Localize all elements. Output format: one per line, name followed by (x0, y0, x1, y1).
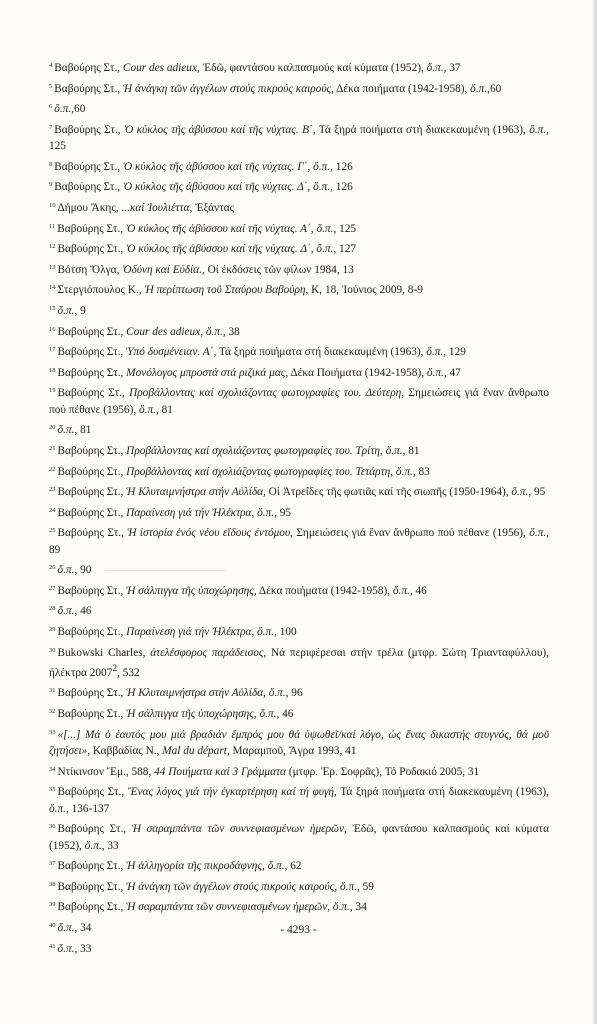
footnote-text: Βαβούρης Στ., (57, 708, 127, 721)
footnote-italic-text: Παραίνεση γιά τήν Ἠλέκτρα, (126, 506, 255, 519)
footnote (49, 643, 549, 682)
footnote-text: Τά ξηρά ποιήματα στή διακεκαυμένη (1963), (336, 786, 549, 799)
footnote-number: 37 (49, 860, 56, 868)
footnote-text: Δέκα ποιήματα (1942-1958), (333, 82, 471, 95)
footnote-italic-text: Ἡ ἀνάγκη τῶν ἀγγέλων στούς πικρούς καιρούς, (122, 82, 334, 95)
footnote-number: 6 (49, 103, 53, 111)
footnote-text: , 129 (443, 346, 466, 359)
footnotes-list (49, 58, 549, 959)
footnote-text: , 125 (333, 222, 357, 235)
footnote-text: , 126 (330, 160, 353, 173)
footnote (49, 819, 549, 854)
footnote-number: 13 (49, 263, 56, 271)
footnote (49, 157, 549, 175)
footnote-text: , 38 (222, 325, 240, 338)
footnote-text: Βαβούρης Στ., (57, 486, 127, 499)
footnote-number: 11 (49, 222, 56, 230)
footnote-number: 33 (49, 728, 56, 736)
footnote-number: 22 (49, 465, 56, 473)
footnote-number: 23 (49, 486, 56, 494)
footnote (49, 622, 549, 640)
footnote-italic-text: ὅ.π. (259, 708, 277, 721)
footnote-text: , 125 (49, 123, 549, 153)
footnote-text: Οἱ ἐκδόσεις τῶν φίλων 1984, 13 (204, 263, 354, 276)
footnote (49, 523, 549, 558)
footnote-number: 10 (49, 201, 56, 209)
footnote (49, 342, 549, 360)
footnote-text: Βαβούρης Στ., (57, 366, 127, 379)
footnote (49, 177, 549, 195)
footnote-italic-text: ὅ.π. (529, 123, 547, 136)
footnote-text: Ἐξάντας (192, 201, 235, 214)
footnote-text: Κ, 18, Ἰούνιος 2009, 8-9 (308, 284, 423, 297)
page-number: - 4293 - (280, 924, 317, 936)
footnote-number: 31 (49, 687, 56, 695)
footnote (49, 897, 549, 915)
footnote-italic-text: ὅ.π. (332, 901, 350, 914)
footnote-italic-text: ὅ.π. (529, 527, 547, 540)
footnote (49, 581, 549, 599)
footnote-italic-text: Προβάλλοντας καί σχολιάζοντας φωτογραφίες του. Δεύτερη, (129, 387, 405, 400)
footnote-text: 2 (112, 664, 118, 675)
footnote (49, 683, 549, 701)
footnote-text: Ντίκινσον Ἔμ., 588, (57, 765, 155, 778)
footnote-italic-text: Ἡ σαραμπάντα τῶν συννεφιασμένων ἡμερῶν, (126, 901, 331, 914)
footnote-text: , 90 (74, 564, 92, 577)
footnote-text: , 33 (101, 839, 119, 852)
footnote-number: 21 (49, 444, 56, 452)
footnote-number: 40 (49, 921, 56, 929)
footnote-text: Νά περιφέρεσαι στήν τρέλα (μτφρ. Σώτη Τριανταφύλλου), ἠλέκτρα 2007 (49, 646, 549, 679)
footnote-text: Οἱ Ἀτρεΐδες τῆς φωτιᾶς καί τῆς σιωπῆς (1950-1964), (265, 486, 512, 499)
footnote-text: , 47 (443, 366, 461, 379)
footnote-italic-text: ὅ.π. (268, 687, 286, 700)
footnote (49, 260, 549, 278)
footnote (49, 877, 549, 895)
footnote-text: , 136-137 (65, 802, 110, 815)
footnote-text: , 126 (330, 181, 353, 194)
footnote (49, 762, 549, 780)
footnote-text: , 37 (443, 62, 461, 74)
footnote-text: Ἐδῶ, φαντάσου καλπασμούς καί κύματα (1952), (49, 823, 549, 852)
footnote-italic-text: ὅ.π. (316, 222, 334, 235)
footnote (49, 704, 549, 722)
footnote (49, 301, 549, 319)
footnote-text: , 81 (74, 424, 92, 437)
footnote-text: , 34 (74, 921, 92, 934)
footnote-italic-text: ὅ.π. (139, 403, 156, 416)
footnote-text: Καββαδίας Ν., (90, 745, 163, 758)
footnote-italic-text: ὅ.π. (49, 802, 66, 815)
footnote-text: , 100 (274, 626, 297, 639)
footnote-number: 38 (49, 880, 56, 888)
footnote-number: 8 (49, 160, 53, 168)
footnote-italic-text: ὅ.π. (257, 506, 275, 519)
footnote-italic-text: ὅ.π. (57, 605, 75, 618)
footnote-italic-text: ὅ.π. (426, 366, 444, 379)
footnote-text: Δέκα Ποιήματα (1942-1958), (288, 366, 427, 379)
footnote-text: , 95 (274, 506, 292, 519)
footnote-text: , 95 (528, 486, 546, 499)
footnote-italic-text: ὅ.π. (84, 839, 102, 852)
footnote (49, 120, 549, 155)
footnote-italic-text: Cour des adieux, (126, 325, 204, 338)
footnote-italic-text: ὅ.π. (385, 444, 403, 457)
footnote-text: Βαβούρης Στ., (54, 160, 123, 173)
footnote-italic-text: Ὁ κύκλος τῆς ἀβύσσου καί τῆς νύχτας. Α΄, (125, 222, 314, 235)
footnote-text: Βαβούρης Στ., (57, 584, 127, 597)
footnote-italic-text: Ἡ σάλπιγγα τῆς ὑποχώρησης, (126, 708, 257, 721)
footnote-number: 9 (49, 181, 53, 189)
footnote-text: Βαβούρης Στ., (57, 465, 127, 478)
footnote-italic-text: ὅ.π. (57, 942, 75, 955)
footnote-italic-text: Ἡ ἱστορία ἑνός νέου εἴδους ἐντόμου, (127, 527, 293, 540)
footnote-number: 19 (49, 387, 56, 395)
footnote-italic-text: ὅ.π. (313, 181, 331, 194)
footnote-text: Βαβούρης Στ., (57, 786, 128, 799)
footnote-text: , 46 (409, 584, 427, 597)
footnote-text: Βαβούρης Στ., (57, 243, 127, 256)
footnote-italic-text: Ἡ σάλπιγγα τῆς ὑποχώρησης, (126, 584, 257, 597)
footnote-italic-text: ὅ.π. (426, 62, 444, 74)
footnote-text: , 46 (276, 708, 294, 721)
footnote (49, 219, 549, 237)
footnote-number: 36 (49, 823, 56, 831)
footnote-italic-text: ὅ.π. (340, 880, 357, 893)
footnote-text: Βαβούρης Στ., (57, 860, 127, 873)
footnote-number: 41 (49, 942, 56, 950)
footnote-number: 27 (49, 584, 56, 592)
footnote-text: Βαβούρης Στ., (57, 387, 130, 400)
footnote-number: 12 (49, 243, 56, 251)
footnote-number: 24 (49, 506, 56, 514)
footnote-text: , 46 (74, 605, 92, 618)
footnote-text: Βαβούρης Στ., (57, 346, 127, 359)
footnote (49, 363, 549, 381)
footnote-italic-text: ὅ.π. (392, 584, 410, 597)
footnote-italic-text: ὅ.π. (257, 626, 275, 639)
footnote (49, 601, 549, 619)
footnote-italic-text: ὅ.π. (57, 921, 75, 934)
footnote-number: 18 (49, 366, 56, 374)
footnote-italic-text: ὅ.π. (313, 160, 331, 173)
footnote-italic-text: Ὁ κύκλος τῆς ἀβύσσου καί τῆς νύχτας. Γ΄, (122, 160, 311, 173)
footnote-text: Βαβούρης Στ., (54, 181, 123, 194)
footnote-number: 35 (49, 786, 56, 794)
footnote-text: Δήμου Ἄκης, (57, 201, 122, 214)
footnote-text: Ἐδῶ, φαντάσου καλπασμούς καί κύματα (1952), (199, 62, 427, 74)
footnote-italic-text: ὅ.π. (267, 860, 285, 873)
footnote-italic-text: «[...] Μά ὁ ἑαυτός μου μιά βραδιάν ἔμπρός μου θά ὑψωθεῖ/καί λόγο, ὡς ἕνας δικαστής στυγνός, θά μοῦ ζητήσει», (49, 728, 549, 758)
footnote-text: Σημειώσεις γιά ἕναν ἄνθρωπο πού πέθανε (1956), (49, 387, 550, 416)
footnote-number: 25 (49, 527, 56, 535)
footnote-italic-text: ὅ.π. (57, 424, 75, 437)
footnote-text: , 33 (74, 942, 92, 955)
footnote-number: 30 (49, 646, 56, 654)
footnote-number: 32 (49, 708, 56, 716)
footnote-text: Βαβούρης Στ., (54, 62, 123, 74)
footnote-italic-text: ὅ.π. (395, 465, 413, 478)
footnote (49, 503, 549, 521)
footnote-italic-text: Ἡ ἀλληγορία τῆς πικροδάφνης, (126, 860, 265, 873)
footnote-italic-text: Προβάλλοντας καί σχολιάζοντας φωτογραφίες του. Τετάρτη, (126, 465, 394, 478)
footnote-text: , 127 (333, 243, 356, 256)
footnote-text: Βαβούρης Στ., (57, 444, 127, 457)
footnote-text: , 62 (284, 860, 302, 873)
footnote-italic-text: ὅ.π. (54, 103, 72, 116)
footnote-text: , 81 (155, 403, 173, 416)
footnote-text: Βαβούρης Στ., (57, 527, 128, 540)
footnote (49, 441, 549, 459)
footnote-text: Μαραμποῦ, Ἄγρα 1993, 41 (229, 745, 357, 758)
footnote (49, 239, 549, 257)
footnote-italic-text: Ἡ σαραμπάντα τῶν συννεφιασμένων ἡμερῶν, (131, 823, 347, 836)
footnote-text: Βαβούρης Στ., (57, 626, 127, 639)
scan-edge (593, 0, 597, 1024)
footnote-text: Βαβούρης Στ., (57, 222, 126, 235)
footnote-italic-text: Μονόλογος μπροστά στά ριζικά μας, (126, 366, 289, 379)
footnote-text: , 96 (285, 687, 303, 700)
footnote-number: 39 (49, 901, 56, 909)
footnote-number: 20 (49, 424, 56, 432)
footnote-italic-text: ὅ.π. (426, 346, 444, 359)
footnote-italic-text: ὅ.π. (316, 243, 334, 256)
footnote-text: ,60 (487, 82, 502, 95)
footnote-text: Βαβούρης Στ., (57, 325, 127, 338)
footnote-text: Βαβούρης Στ., (57, 901, 127, 914)
footnote-number: 17 (49, 346, 56, 354)
footnote-text: , 532 (117, 666, 140, 679)
footnote-number: 4 (49, 62, 53, 69)
footnote-italic-text: Ἔνας λόγος γιά τήν ἐγκαρτέρηση καί τή φυγή, (127, 786, 337, 799)
scan-artifact-line (105, 570, 225, 571)
footnote-text: , 34 (349, 901, 367, 914)
footnote-italic-text: ὅ.π. (511, 486, 529, 499)
footnote-italic-text: ὅ.π. (57, 564, 75, 577)
footnote-text: , 89 (49, 527, 549, 556)
footnote-italic-text: Παραίνεση γιά τήν Ἠλέκτρα, (126, 626, 255, 639)
footnote-text: Βαβούρης Στ., (54, 82, 123, 95)
footnote-text: Δέκα ποιήματα (1942-1958), (256, 584, 393, 597)
footnote-text: Bukowski Charles, (57, 646, 151, 659)
footnote-number: 16 (49, 325, 56, 333)
footnote-italic-text: ἀτελέσφορος παράδεισος, (150, 646, 267, 659)
footnote-italic-text: Ὁ κύκλος τῆς ἀβύσσου καί τῆς νύχτας. Δ΄, (122, 181, 311, 194)
footnote-number: 14 (49, 284, 56, 292)
footnote-italic-text: ὅ.π. (205, 325, 223, 338)
footnote-italic-text: ...καί Ἰουλιέττα, (121, 201, 193, 214)
footnote (49, 725, 549, 760)
footnote-number: 28 (49, 605, 56, 613)
footnote-number: 29 (49, 626, 56, 634)
footnote (49, 383, 549, 418)
footnote-number: 7 (49, 123, 53, 131)
footnote-italic-text: Ἡ Κλυταιμνήστρα στήν Αὐλίδα, (126, 486, 266, 499)
footnote-text: Βαβούρης Στ., (57, 506, 127, 519)
footnote-number: 34 (49, 765, 56, 773)
footnote-number: 26 (49, 564, 56, 572)
footnote-italic-text: ὅ.π. (470, 82, 488, 95)
footnote-text: , 83 (412, 465, 430, 478)
footnote-text: Βαβούρης Στ., (57, 823, 132, 836)
footnote (49, 280, 549, 298)
footnote-text: Βαβούρης Στ., (57, 880, 127, 893)
footnote-italic-text: Προβάλλοντας καί σχολιάζοντας φωτογραφίες του. Τρίτη, (126, 444, 383, 457)
footnote-italic-text: Ἡ Κλυταιμνήστρα στήν Αὐλίδα, (126, 687, 266, 700)
footnote (49, 420, 549, 438)
footnote-italic-text: ὅ.π. (57, 304, 75, 317)
footnote-italic-text: Cour des adieux, (122, 62, 200, 74)
footnote-number: 15 (49, 304, 56, 312)
footnote-italic-text: Ὁ κύκλος τῆς ἀβύσσου καί τῆς νύχτας. Δ΄, (126, 243, 314, 256)
footnote-text: , 9 (74, 304, 86, 317)
footnote-text: Τά ξηρά ποιήματα στή διακεκαυμένη (1963), (216, 346, 427, 359)
footnote-italic-text: Ὑπό δυσμένειαν. Α΄, (126, 346, 217, 359)
footnote-text: (μτφρ. Ἐρ. Σοφρᾶς), Τό Ροδακιό 2005, 31 (285, 765, 480, 778)
footnote-italic-text: Ὀδύνη καί Εὐδία., (122, 263, 205, 276)
footnote (49, 58, 549, 76)
footnote-italic-text: Mal du départ, (162, 745, 230, 758)
footnote-number: 5 (49, 82, 53, 90)
footnote (49, 79, 549, 97)
footnote-text: Τά ξηρά ποιήματα στή διακεκαυμένη (1963), (315, 123, 530, 136)
footnote (49, 198, 549, 216)
footnote-italic-text: 44 Ποιήματα καί 3 Γράμματα (154, 765, 286, 778)
footnote-text: Βότση Ὄλγα, (57, 263, 123, 276)
footnote (49, 939, 549, 957)
footnote (49, 482, 549, 500)
footnote (49, 322, 549, 340)
footnote (49, 856, 549, 874)
footnote (49, 462, 549, 480)
footnote-text: , 59 (356, 880, 374, 893)
footnote-italic-text: Ἡ περίπτωση τοῦ Σταύρου Βαβούρη, (144, 284, 309, 297)
footnote (49, 560, 549, 578)
footnote-italic-text: Ἡ ἀνάγκη τῶν ἀγγέλων στούς πικρούς καιρούς, (126, 880, 338, 893)
footnote-italic-text: Ὁ κύκλος τῆς ἀβύσσου καί τῆς νύχτας. Β΄, (123, 123, 316, 136)
footnote-text: Στεργιόπουλος Κ., (57, 284, 145, 297)
footnote (49, 99, 549, 117)
footnote-text: Βαβούρης Στ., (57, 687, 127, 700)
footnote (49, 782, 549, 817)
footnote-text: ,60 (71, 103, 86, 116)
footnote-text: , 81 (402, 444, 420, 457)
footnote-text: Βαβούρης Στ., (54, 123, 124, 136)
footnote-text: Σημειώσεις γιά ἕναν ἄνθρωπο πού πέθανε (1956), (292, 527, 530, 540)
